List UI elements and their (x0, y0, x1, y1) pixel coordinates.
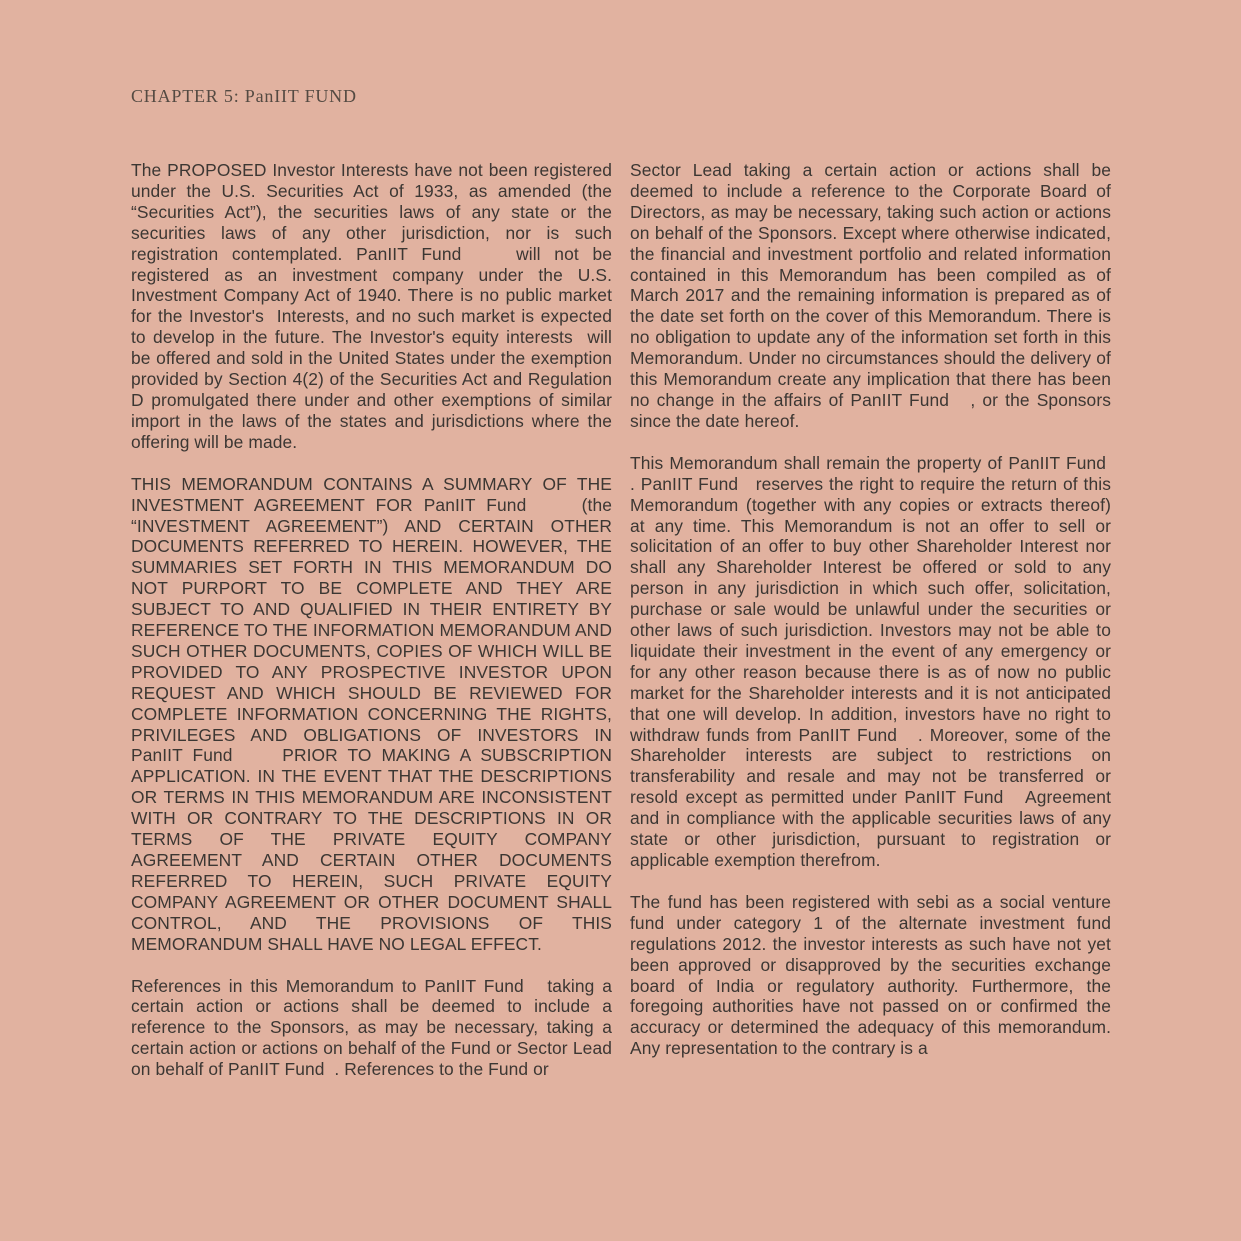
left-column (131, 160, 612, 1080)
right-column (630, 160, 1111, 1080)
paragraph-references-to-fund: References in this Memorandum to PanIIT Fund taking a certain action or actions shall be deemed to include a reference to the Sponsors, as may be necessary, taking a certain action or actions on behalf of the Fund or Sector Lead on behalf of PanIIT Fund . References to the Fund or (131, 975, 612, 1080)
two-column-text-body (131, 160, 1111, 1080)
paragraph-securities-act-notice: The PROPOSED Investor Interests have not been registered under the U.S. Securities Act of 1933, as amended (the “Securities Act”), the securities laws of any state or the securities laws of any other jurisdiction, nor is such registration contemplated. PanIIT Fund will not be registered as an investment company under the U.S. Investment Company Act of 1940. There is no public market for the Investor's Interests, and no such market is expected to develop in the future. The Investor's equity interests will be offered and sold in the United States under the exemption provided by Section 4(2) of the Securities Act and Regulation D promulgated there under and other exemptions of similar import in the laws of the states and jurisdictions where the offering will be made. (131, 160, 612, 452)
chapter-heading: CHAPTER 5: PanIIT FUND (131, 86, 357, 106)
paragraph-sebi-registration: The fund has been registered with sebi as a social venture fund under category 1 of the alternate investment fund regulations 2012. the investor interests as such have not yet been approved or disapproved by the securities exchange board of India or regulatory authority. Furthermore, the foregoing authorities have not passed on or confirmed the accuracy or determined the adequacy of this memorandum. Any representation to the contrary is a (630, 891, 1111, 1059)
paragraph-sector-lead-actions: Sector Lead taking a certain action or actions shall be deemed to include a reference to the Corporate Board of Directors, as may be necessary, taking such action or actions on behalf of the Sponsors. Except where otherwise indicated, the financial and investment portfolio and related information contained in this Memorandum has been compiled as of March 2017 and the remaining information is prepared as of the date set forth on the cover of this Memorandum. There is no obligation to update any of the information set forth in this Memorandum. Under no circumstances should the delivery of this Memorandum create any implication that there has been no change in the affairs of PanIIT Fund , or the Sponsors since the date hereof. (630, 160, 1111, 431)
paragraph-memorandum-summary-disclaimer: THIS MEMORANDUM CONTAINS A SUMMARY OF THE INVESTMENT AGREEMENT FOR PanIIT Fund (the “INVESTMENT AGREEMENT”) AND CERTAIN OTHER DOCUMENTS REFERRED TO HEREIN. HOWEVER, THE SUMMARIES SET FORTH IN THIS MEMORANDUM DO NOT PURPORT TO BE COMPLETE AND THEY ARE SUBJECT TO AND QUALIFIED IN THEIR ENTIRETY BY REFERENCE TO THE INFORMATION MEMORANDUM AND SUCH OTHER DOCUMENTS, COPIES OF WHICH WILL BE PROVIDED TO ANY PROSPECTIVE INVESTOR UPON REQUEST AND WHICH SHOULD BE REVIEWED FOR COMPLETE INFORMATION CONCERNING THE RIGHTS, PRIVILEGES AND OBLIGATIONS OF INVESTORS IN PanIIT Fund PRIOR TO MAKING A SUBSCRIPTION APPLICATION. IN THE EVENT THAT THE DESCRIPTIONS OR TERMS IN THIS MEMORANDUM ARE INCONSISTENT WITH OR CONTRARY TO THE DESCRIPTIONS IN OR TERMS OF THE PRIVATE EQUITY COMPANY AGREEMENT AND CERTAIN OTHER DOCUMENTS REFERRED TO HEREIN, SUCH PRIVATE EQUITY COMPANY AGREEMENT OR OTHER DOCUMENT SHALL CONTROL, AND THE PROVISIONS OF THIS MEMORANDUM SHALL HAVE NO LEGAL EFFECT. (131, 473, 612, 954)
paragraph-memorandum-property-notice: This Memorandum shall remain the property of PanIIT Fund . PanIIT Fund reserves the right to require the return of this Memorandum (together with any copies or extracts thereof) at any time. This Memorandum is not an offer to sell or solicitation of an offer to buy other Shareholder Interest nor shall any Shareholder Interest be offered or sold to any person in any jurisdiction in which such offer, solicitation, purchase or sale would be unlawful under the securities or other laws of such jurisdiction. Investors may not be able to liquidate their investment in the event of any emergency or for any other reason because there is as of now no public market for the Shareholder interests and it is not anticipated that one will develop. In addition, investors have no right to withdraw funds from PanIIT Fund . Moreover, some of the Shareholder interests are subject to restrictions on transferability and resale and may not be transferred or resold except as permitted under PanIIT Fund Agreement and in compliance with the applicable securities laws of any state or other jurisdiction, pursuant to registration or applicable exemption therefrom. (630, 452, 1111, 870)
